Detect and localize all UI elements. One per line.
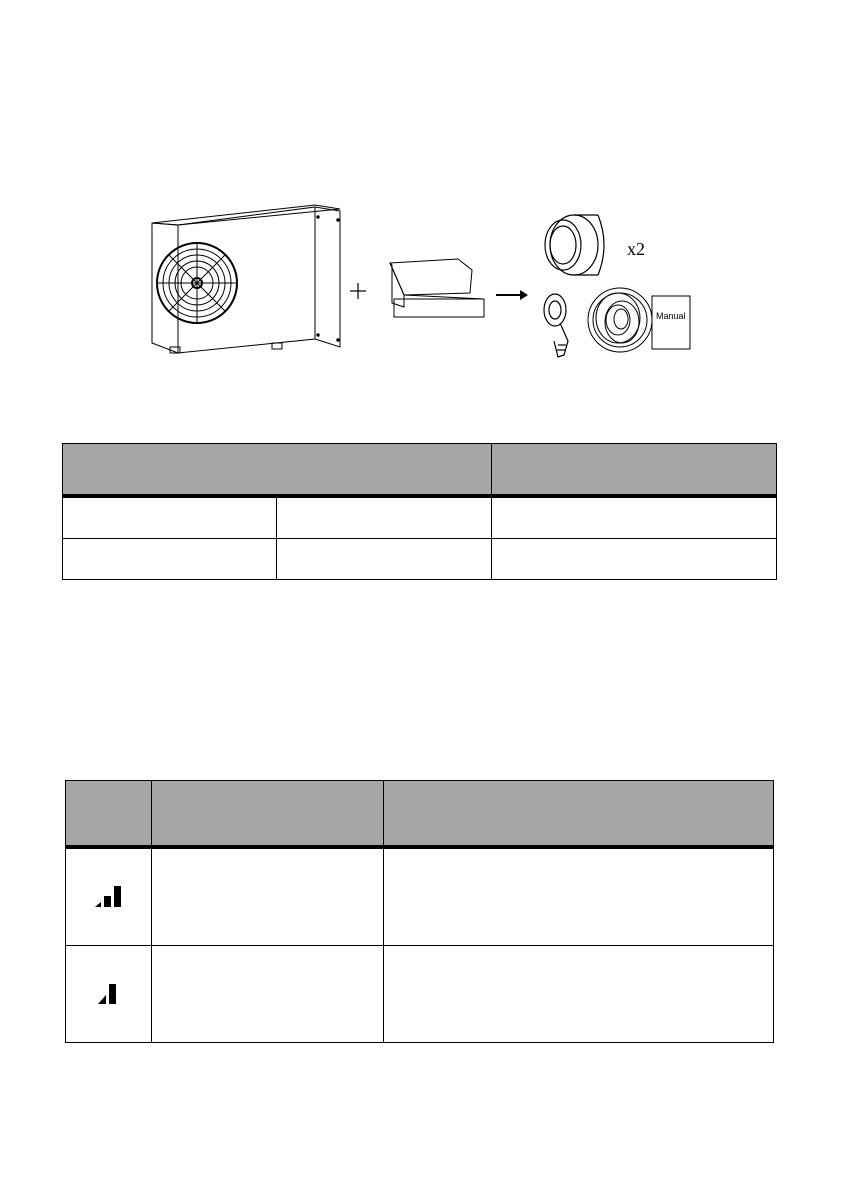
- cover-icon: [390, 259, 484, 317]
- table-header-cell: [151, 781, 383, 848]
- quantity-label: x2: [627, 239, 645, 259]
- manual-label: Manual: [656, 311, 686, 321]
- table-cell: [492, 539, 777, 580]
- table-cell: [276, 539, 492, 580]
- table-header-cell: [63, 444, 492, 497]
- icon-cell: [66, 847, 152, 946]
- plus-icon: [350, 283, 366, 299]
- manual-icon: [652, 296, 690, 349]
- table-row: [63, 496, 777, 539]
- union-connector-icon: [545, 215, 604, 275]
- hose-coil-icon: [588, 288, 652, 352]
- table-cell: [63, 539, 277, 580]
- heat-pump-unit-icon: [152, 205, 340, 353]
- table-row: [66, 946, 774, 1043]
- table-row: [63, 539, 777, 580]
- signal-strong-icon: [93, 883, 123, 907]
- table-cell: [383, 946, 773, 1043]
- table-cell: [276, 496, 492, 539]
- table-header-cell: [383, 781, 773, 848]
- icon-cell: [66, 946, 152, 1043]
- arrow-right-icon: [496, 290, 528, 300]
- table-cell: [151, 946, 383, 1043]
- signal-table: [65, 780, 774, 1043]
- table-header-cell: [66, 781, 152, 848]
- package-contents-illustration: [140, 195, 700, 385]
- table-header-cell: [492, 444, 777, 497]
- table-row: [66, 847, 774, 946]
- table-header-row: [66, 781, 774, 848]
- table-cell: [63, 496, 277, 539]
- table-cell: [151, 847, 383, 946]
- spec-table: [62, 443, 777, 580]
- drain-connector-icon: [544, 294, 568, 357]
- table-header-row: [63, 444, 777, 497]
- table-cell: [492, 496, 777, 539]
- table-cell: [383, 847, 773, 946]
- signal-medium-icon: [96, 980, 120, 1004]
